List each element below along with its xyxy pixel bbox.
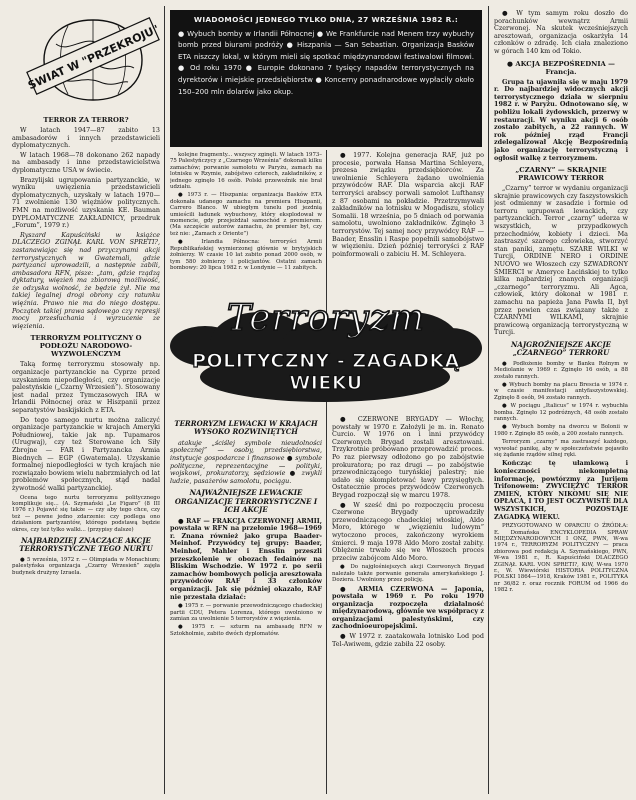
column-3-upper (332, 152, 484, 270)
paragraph: ● 1975 r. — szturm na ambasadę RFN w Sztokholmie, zabito dwóch dyplomatów. (170, 624, 322, 637)
heading: NAJBARDZIEJ ZNACZĄCE AKCJE TERRORYSTYCZNE TEGO NURTU (19, 535, 153, 554)
paragraph: ● 1973 r. — Hiszpania: organizacja Basków ETA dokonała udanego zamachu na premiera Hiszpanii, Carrero Blanco. W ubiegłym tunelu pod jezdnią umieścili ładunek wybuchowy, który eksplodował w momencie, gdy przejeżdżał samochód z premierem. (Ma szczęście autorów zamachu, że premier był, czy też nie: „Zamach z Oriente”) (170, 192, 322, 237)
paragraph: W latach 1968—78 dokonano 262 napady na ambasady i inne przedstawicielstwa dyplomatyczne USA w świecie. (12, 150, 160, 174)
paragraph: ● Wybuch bomby na placu Brescia w 1974 r. w czasie manifestacji antyfaszystowskiej. Zginęło 8 osób, 94 zostało rannych. (494, 382, 628, 401)
paragraph: Grupa ta ujawniła się w maju 1979 r. Do najbardziej widocznych akcji terrorystycznego działa w sierpniu 1982 r. w Paryżu. Odnotowano się, w pobliżu lokali żydowskich, przerwy w restauracji. W wyniku akcji 6 osób zostało zabitych, a 22 rannych. W rok później rząd Francji zdelegalizował Akcję Bezpośrednią jako organizację terrorystyczną i ogłosił walkę z terroryzmem. (494, 77, 628, 162)
banner-heading: WIADOMOŚCI JEDNEGO TYLKO DNIA, 27 WRZEŚNIA 1982 R.: (193, 15, 459, 24)
heading: TERRORYZM POLITYCZNY O PODŁOŻU NARODOWO-WYZWOLEŃCZYM (30, 334, 142, 359)
paragraph: ● W 1972 r. zaatakowała lotnisko Lod pod Tel-Awiwem, gdzie zabiła 22 osoby. (332, 632, 484, 648)
paragraph: ● Irlandia Północna: terroryści Armii Republikańskiej wymierzonej głównie w brytyjskich żołnierzy. W czasie 10 lat zabito ponad 2000 osób, w tym 580 żołnierzy i policjantów. Ostatni zamach bombowy: 20 lipca 1982 r. w Londynie — 11 zabitych. (170, 239, 322, 270)
paragraph: ● 1977. Kolejna generacja RAF, już po procesie, porwała Hansa Martina Schleyera, prezesa związku przedsiębiorców. Za uwolnienie Schleyera żądano uwolnienia przywódców RAF. Dla wsparcia akcji RAF terroryści arabscy porwali samolot Lufthansy z 87 osobami na pokładzie. Przetrzymywali zakładników na lotnisku w Mogadiszu, stolicy Somalii. 18 września, po 5 dniach od porwania samolotu, uwolniono zakładników. Zginęło 3 terrorystów. Tej samej nocy przywódcy RAF — Baader, Ensslin i Raspe popełnili samobójstwo w więzieniu. Dzień później terroryści z RAF poinformowali o zabiciu H. M. Schleyera. (332, 152, 484, 258)
heading: TERRORYZM LEWACKI W KRAJACH WYSOKO ROZWINIĘTYCH (174, 419, 318, 437)
headline-terroryzm: Terroryzm (226, 298, 426, 339)
paragraph: ● RAF — FRAKCJA CZERWONEJ ARMII, powstała w RFN na przełomie 1968—1969 r. Znana również jako grupa Baader-Meinhof. Przywódcy tej grupy: Baader, Meinhof, Mahler i Ensslin przeszli przeszkolenie w obozach fedainów na Bliskim Wschodzie. W 1972 r. po serii zamachów bombowych policja aresztowała przywódców RAF i 33 członków organizacji. Jak się później okazało, RAF nie przestała działać: (170, 516, 322, 601)
column-4 (494, 10, 628, 796)
paragraph: ● Do najgłośniejszych akcji Czerwonych Brygad należało także porwanie generała amerykańskiego J. Doziera. Uwolniony przez policję. (332, 564, 484, 584)
top-news-banner (170, 10, 482, 147)
banner-body: ● Wybuch bomby w Irlandii Północnej ● We Frankfurcie nad Menem trzy wybuchy bomb przed biurami podróży ● Hiszpania — San Sebastian. Organizacja Basków ETA niszczy lokal, w którym mieli się spotkać międzynarodowi festiwalowi filmowi. ● Od roku 1970 ● Europie dokonano 7 tysięcy napadów terrorystycznych na dyrektorów i miejskie przedsiębiorstw ● Koncerny ponadnarodowe wypłaciły około 150–200 mln dolarów jako okup. (178, 28, 474, 96)
swiat-w-przekroju-logo (24, 14, 162, 106)
heading: ● AKCJA BEZPOŚREDNIA — Francja. (507, 59, 615, 76)
paragraph: Ocena tego nurtu terroryzmu politycznego komplikuje się... (A. Szymański „Le Figaro” (8 III 1976 r.) Pojawić się także — czy aby tego chce, czy też — pewne jedno zdarzenie: czy podlega ono działaniom partyzantów, którego podstawą będzie okres, czy też tylko walki... (przypisy dalsze) (12, 494, 160, 533)
paragraph: Ryszard Kapuściński w książce DLACZEGO ZGINĄŁ KARL VON SPRETI?, zastanawiając się nad przyczynami akcji terrorystycznych w Gwatemali, gdzie partyzanci uprowadzili, a następnie zabili, ambasadora RFN, pisze: „tam, gdzie rządzą dyktatury, więzień ma zbiorową możliwość, że odzyska wolność, że będzie żył. Nie ma takiej legalnej drogi obrony czy ratunku więźnia. Prawo nie ma do niego dostępu. Początek takiej prawa sądowego czy represji mocy przesłuchania i wyrzucenie ze więzienia. (12, 230, 160, 330)
column-3-lower (332, 416, 484, 796)
column-rule (326, 150, 327, 794)
paragraph: ● W pociągu „Italicus” w 1974 r. wybuchła bomba. Zginęło 12 podróżnych, 48 osób zostało rannych. (494, 403, 628, 423)
headline-subtitle: POLITYCZNY - ZAGADKĄ WIEKU (192, 350, 460, 394)
paragraph: ● 1975 r. — porwanie przewodniczącego chadeckiej partii CDU, Petera Lorenza, którego uwolniono w zamian za uwolnienie 5 terrorystów z więzienia. (170, 603, 322, 622)
paragraph: „Czarny” terror w wydaniu organizacji skrajnie prawicowych czy faszystowskich jest odmienny w zasadzie i formie od terroru ugrupowań lewackich, czy partyzanckich. Terror „czarny” uderza w wszystkich, w przypadkowych przechodniów, kobiety i dzieci. Ma zastraszyć szarego człowieka, stworzyć stan paniki, zamętu. SZARE WILKI w Turcji, ORDINE NERO i ORDINE NUOVO we Włoszech czy SZWADRONY ŚMIERCI w Ameryce Łacińskiej to tylko kilka najbardziej znanych organizacji „czarnego” terroryzmu. Ali Agca, człowiek, który dokonał w 1981 r. zamachu na papieża Jana Pawła II, był przez pewien czas związany także z CZARNYMI WILKAMI, skrajnie prawicową organizacją terrorystyczną w Turcji. (494, 184, 628, 337)
paragraph: ● Podłożenie bomby w Banku Rolnym w Mediolanie w 1969 r. Zginęło 16 osób, a 88 zostało rannych. (494, 360, 628, 380)
paragraph: ● Wybuch bomby na dworcu w Bolonii w 1980 r. Zginęło 85 osób, a 200 zostało rannych. (494, 424, 628, 437)
paragraph: Kończąc tę ułamkową i konieczności niekompletną informację, powtórzmy za Jurijem Trifonowem: ZWYCIĘŻYĆ TERROR ZMIEŃ, KTÓRY NIKOMU SIĘ NIE OPŁACA, I TO JEST OCZYWISTE DLA WSZYSTKICH, POZOSTAJE ZAGADKĄ WIEKU. (494, 459, 628, 521)
column-2-upper (170, 152, 322, 270)
column-2-lower (170, 416, 322, 796)
paragraph: Brazylijski ugrupowania partyzanckie, w wyniku uwięzienia przedstawicieli dyplomatycznych, uzyskały w latach 1970—71 zwolnienie 130 więźniów politycznych. FMN na możliwość uzyskania KE. Bauman DYPLOMATYCZNE ZAKŁADNICY, przedruk „Forum”, 1979 r.) (12, 175, 160, 230)
paragraph: Taką formę terroryzmu stosowały np. organizacje partyzanckie na Cyprze przed uzyskaniem niepodległości, czy organizacje palestyńskie („Czarny Wrzesień”). Stosowany jest nadal przez Tymczasowych IRA w Irlandii Północnej oraz w Hiszpanii przez separatystów baskijskich z ETA. (12, 360, 160, 414)
heading: „CZARNY” — SKRAJNIE PRAWICOWY TERROR (515, 166, 607, 183)
column-1 (12, 112, 160, 796)
paragraph: PRZYGOTOWANO W OPARCIU O ŹRÓDŁA: E. Domańska ENCYKLOPEDIA SPRAW MIĘDZYNARODOWYCH I ONZ, PWN, W-wa 1974 r., TERRORYZM POLITYCZNY — praca zbiorowa pod redakcją A. Szymańskiego, PWN, W-wa 1981 r., R. Kapuściński DLACZEGO ZGINĄŁ KARL VON SPRETI?, KiW, W-wa 1970 r., W. Wiewiórski HISTORIA POLITYCZNA POLSKI 1864—1918, Kraków 1981 r., POLITYKA nr 36/82 r. oraz rocznik FORUM od 1966 do 1982 r. (494, 523, 628, 594)
paragraph: ● W tym samym roku doszło do porachunków wewnątrz Armii Czerwonej. Na skutek wcześniejszych aresztowań, organizacja oskarżyła 14 członków o zdradę. Ich ciała znaleziono w górach 140 km od Tokio. (494, 10, 628, 55)
heading: NAJGROŹNIEJSZE AKCJE „CZARNEGO” TERRORU (511, 339, 611, 358)
column-rule (164, 6, 165, 794)
paragraph: ● ARMIA CZERWONA — Japonia, powstała w 1969 r. Po roku 1970 organizacja rozpoczęła działalność międzynarodową, głównie we współpracy z organizacjami palestyńskimi, czy zachodnioeuropejskimi. (332, 584, 484, 631)
logo-text: ŚWIAT W "PRZEKROJU" (26, 22, 162, 93)
column-rule (488, 6, 489, 794)
heading: NAJWAŻNIEJSZE LEWACKIE ORGANIZACJE TERRORYSTYCZNE I ICH AKCJE (174, 488, 318, 515)
paragraph: Terroryzm „czarny” ma zastraszyć każdego, wywołać panikę, aby w społeczeństwie pojawiło się żądanie rządów silnej ręki. (494, 439, 628, 459)
heading: TERROR ZA TERROR? (43, 116, 129, 124)
paragraph: kolejne fragmenty... wszyscy zginęli. W latach 1973–75 Palestyńczycy z „Czarnego Września” dokonali kilku zamachów; porwanie samolotu w Paryżu, zamach na lotnisku w Rzymie, zabójstwo czterech, zakładników, z jednego zginęło 16 osób. Polski przewoźnik nie brał udziału. (170, 152, 322, 191)
paragraph: atakuje „ściślej symbole nieudolności społecznej” — osoby, przedsiębiorstwa, instytucje gospodarcze i finansowe ● symbole polityczne, reprezentacyjne — polityki, wojskowi, prokuratorzy, sędziowie ● zwykli ludzie, pasażerów samolotu, pociągu. (170, 438, 322, 485)
paragraph: ● W sześć dni po rozpoczęciu procesu Czerwone Brygady uprowadziły przewodniczącego chadeckiej włoskiej, Aldo Moro, którego w „więzieniu ludowym” wytoczono proces, zakończony wyrokiem śmierci. 9 maja 1978 Aldo Moro został zabity. Oblężenie trwało się we Włoszech proces przeciw zabójcom Aldo Moro. (332, 500, 484, 562)
paragraph: ● CZERWONE BRYGADY — Włochy, powstały w 1970 r. Założyli je m. in. Renato Curcio. W 1976 on i inni przywódcy Czerwonych Brygad zostali aresztowani. Trzykrotnie próbowano przeprowadzić proces. Po raz pierwszy odłożono go po zabójstwie prokuratora; po raz drugi — po zabójstwie przewodniczącego turyńskiej palestry; nie udało się skompletować ławy przysięgłych. Ostatecznie proces przywódców Czerwonych Brygad rozpoczął się w marcu 1978. (332, 416, 484, 499)
paragraph: Do tego samego nurtu można zaliczyć organizacje partyzanckie w krajach Ameryki Południowej, takie jak np. Tupamaros (Urugwaj), czy też Sterowane ich Siły Zbrojne — FAR i Partyzancka Armia Biednych — EGP (Gwatemala). Uzyskanie formalnej niepodległości w tych krajach nie rozwiązało bowiem wielu nabrzmiałych od lat problemów społecznych, stąd nadal żywotność walki partyzanckiej. (12, 415, 160, 492)
title-block (170, 272, 482, 412)
paragraph: W latach 1947—87 zabito 13 ambasadorów i innych przedstawicieli dyplomatycznych. (12, 126, 160, 150)
paragraph: ● 5 września, 1972 r. — Olimpiada w Monachium; palestyńska organizacja „Czarny Wrzesień” zajęła budynek drużyny Izraela. (12, 556, 160, 576)
